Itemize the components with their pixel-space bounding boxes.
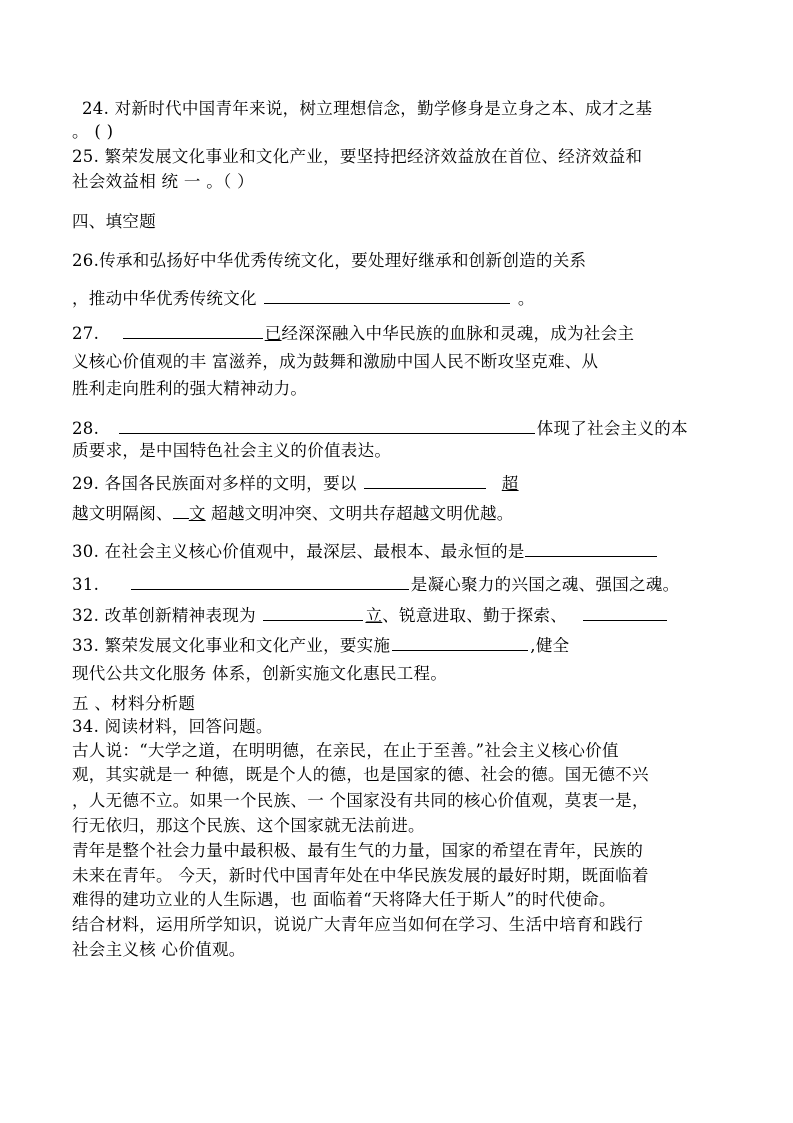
question-25-line1: 25. 繁荣发展文化事业和文化产业，要坚持把经济效益放在首位、经济效益和 bbox=[72, 147, 643, 166]
question-30-line bbox=[72, 540, 657, 562]
answer-blank-26[interactable] bbox=[264, 287, 510, 304]
question-31-number: 31. bbox=[72, 575, 100, 594]
answer-blank-32b[interactable] bbox=[583, 604, 667, 621]
question-32-text-2: 、锐意进取、勤于探索、 bbox=[382, 606, 568, 625]
question-27-number: 27. bbox=[72, 324, 100, 343]
question-27-underlined: 已 bbox=[264, 324, 282, 343]
question-31-line bbox=[72, 573, 680, 595]
question-26-text: ，推动中华优秀传统文化 bbox=[72, 289, 257, 308]
question-32-line bbox=[72, 604, 669, 626]
question-24-line2: 。 ( ) bbox=[72, 122, 114, 141]
question-28-number: 28. bbox=[72, 419, 100, 438]
answer-blank-27[interactable] bbox=[123, 322, 263, 339]
question-26-line2 bbox=[72, 287, 535, 309]
question-26-end: 。 bbox=[517, 289, 535, 308]
material-paragraph-1-line: 行无依归，那这个民族、这个国家就无法前进。 bbox=[72, 816, 425, 835]
question-33-line2: 现代公共文化服务 体系，创新实施文化惠民工程。 bbox=[72, 664, 448, 683]
question-24-line1: 24. 对新时代中国青年来说，树立理想信念，勤学修身是立身之本、成才之基 bbox=[82, 99, 653, 118]
question-30-text: 30. 在社会主义核心价值观中，最深层、最根本、最永恒的是 bbox=[72, 542, 525, 561]
question-27-text: 经深深融入中华民族的血脉和灵魂，成为社会主 bbox=[281, 324, 635, 343]
question-32-text: 32. 改革创新精神表现为 bbox=[72, 606, 256, 625]
question-27-line3: 胜利走向胜利的强大精神动力。 bbox=[72, 379, 308, 398]
question-32-underlined: 立 bbox=[365, 606, 383, 625]
question-29-text-2: 越文明隔阂、 bbox=[72, 504, 173, 523]
question-33-text: 33. 繁荣发展文化事业和文化产业，要实施 bbox=[72, 636, 391, 655]
question-33-line1 bbox=[72, 634, 569, 656]
question-27-line2: 义核心价值观的丰 富滋养，成为鼓舞和激励中国人民不断攻坚克难、从 bbox=[72, 352, 599, 371]
answer-blank-29b[interactable] bbox=[173, 502, 189, 519]
material-paragraph-2-line: 结合材料，运用所学知识，说说广大青年应当如何在学习、生活中培育和践行 bbox=[72, 915, 644, 934]
question-28-line2: 质要求，是中国特色社会主义的价值表达。 bbox=[72, 441, 392, 460]
question-25-line2: 社会效益相 统 一 。（ ） bbox=[72, 172, 254, 191]
question-29-text: 29. 各国各民族面对多样的文明，要以 bbox=[72, 474, 357, 493]
question-34-title: 34. 阅读材料，回答问题。 bbox=[72, 717, 273, 736]
question-31-text: 是凝心聚力的兴国之魂、强国之魂。 bbox=[410, 575, 680, 594]
answer-blank-28[interactable] bbox=[119, 417, 535, 434]
material-paragraph-2-line: 未来在青年。 今天，新时代中国青年处在中华民族发展的最好时期，既面临着 bbox=[72, 866, 649, 885]
question-29-underlined-2: 文 bbox=[188, 504, 206, 523]
question-28-line1 bbox=[72, 417, 688, 439]
material-paragraph-1-line: ，人无德不立。如果一个民族、一 个国家没有共同的核心价值观，莫衷一是， bbox=[72, 791, 649, 810]
answer-blank-33[interactable] bbox=[392, 634, 528, 651]
answer-blank-30[interactable] bbox=[525, 540, 657, 557]
material-paragraph-2-line: 青年是整个社会力量中最积极、最有生气的力量，国家的希望在青年，民族的 bbox=[72, 841, 644, 860]
question-33-text-2: ,健全 bbox=[530, 636, 570, 655]
question-29-line2 bbox=[72, 502, 514, 524]
material-paragraph-2-line: 社会主义核 心价值观。 bbox=[72, 940, 246, 959]
answer-blank-32a[interactable] bbox=[263, 604, 363, 621]
answer-blank-29a[interactable] bbox=[364, 472, 486, 489]
question-29-text-3: 超越文明冲突、文明共存超越文明优越。 bbox=[211, 504, 514, 523]
question-26-line1: 26.传承和弘扬好中华优秀传统文化，要处理好继承和创新创造的关系 bbox=[72, 251, 587, 270]
material-paragraph-1-line: 观，其实就是一 种德，既是个人的德，也是国家的德、社会的德。国无德不兴 bbox=[72, 765, 649, 784]
question-27-line1 bbox=[72, 322, 634, 344]
material-paragraph-1-line: 古人说：“大学之道，在明明德，在亲民，在止于至善。”社会主义核心价值 bbox=[72, 741, 619, 760]
question-28-text: 体现了社会主义的本 bbox=[536, 419, 688, 438]
question-29-underlined-1: 超 bbox=[501, 474, 519, 493]
question-29-line1 bbox=[72, 472, 519, 494]
material-paragraph-2-line: 难得的建功立业的人生际遇，也 面临着“天将降大任于斯人”的时代使命。 bbox=[72, 890, 616, 909]
answer-blank-31[interactable] bbox=[131, 573, 409, 590]
section-heading-fill-in: 四、填空题 bbox=[72, 212, 156, 231]
section-heading-material-analysis: 五 、材料分析题 bbox=[72, 694, 196, 713]
